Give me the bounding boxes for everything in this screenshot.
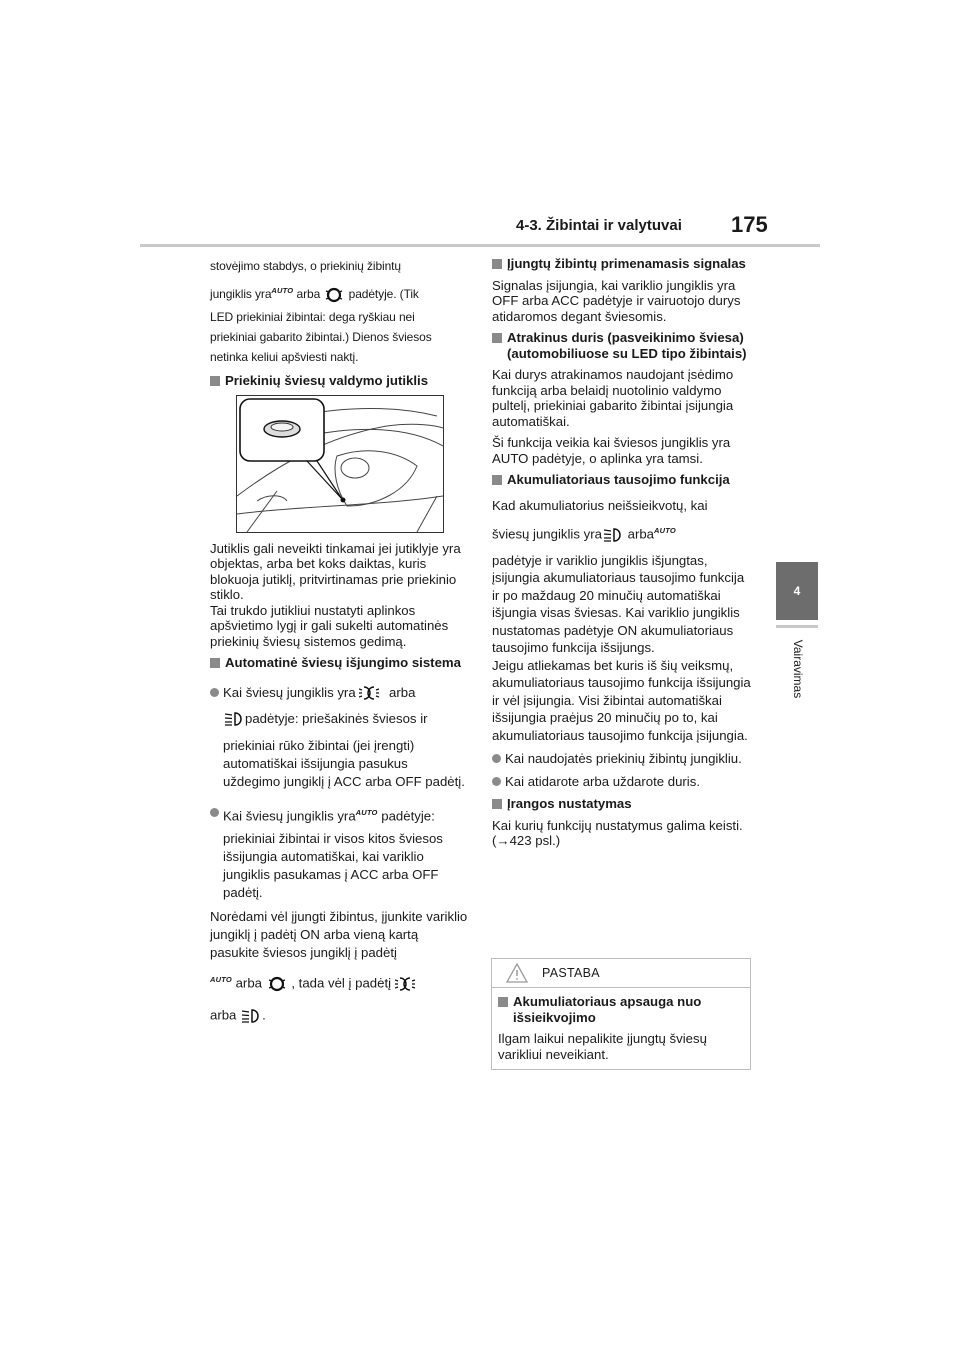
list-item: Kai naudojatės priekinių žibintų jungikliu.: [492, 750, 754, 767]
right-column: [492, 256, 754, 855]
section-heading: Įrangos nustatymas: [492, 796, 754, 812]
caution-box: [491, 958, 751, 1070]
warning-triangle-icon: [506, 963, 528, 983]
round-bullet-icon: [492, 777, 501, 786]
caution-body: [492, 988, 750, 1072]
paragraph: $^{AUTO}$ arba , tada vėl į padėtį: [210, 972, 468, 993]
headlights-icon: [602, 526, 624, 544]
paragraph: Kai kurių funkcijų nustatymus galima keisti. (→423 psl.): [492, 817, 743, 849]
paragraph: Ši funkcija veikia kai šviesos jungiklis yra AUTO padėtyje, o aplinka yra tamsi.: [492, 435, 731, 466]
round-bullet-icon: [210, 808, 219, 817]
tab-divider: [776, 625, 818, 628]
paragraph: Kad akumuliatorius neišsieikvotų, kai: [492, 497, 708, 513]
square-bullet-icon: [210, 658, 220, 668]
section-heading: Priekinių šviesų valdymo jutiklis: [210, 373, 468, 389]
chapter-tab: [776, 562, 818, 620]
sensor-illustration: [236, 395, 444, 533]
square-bullet-icon: [492, 799, 502, 809]
auto-icon: AUTO: [355, 807, 378, 817]
paragraph: šviesų jungiklis yra arba$^{AUTO}$: [492, 523, 754, 544]
list-item-continuation: padėtyje: priešakinės šviesos ir: [210, 709, 468, 729]
paragraph: Jutiklis gali neveikti tinkamai jei jutiklyje yra objektas, arba bet koks daiktas, kuris blokuoja jutiklį, pritvirtinamas prie priekinio stiklo.: [210, 540, 461, 602]
paragraph: Signalas įsijungia, kai variklio jungiklis yra OFF arba ACC padėtyje ir vairuotojo durys atidaromos degant šviesomis.: [492, 277, 741, 324]
auto-icon: AUTO: [271, 286, 294, 295]
list-item-continuation: priekiniai žibintai ir visos kitos šviesos išsijungia automatiškai, kai variklio jungiklis pasukamas į ACC arba OFF padėtį.: [223, 830, 443, 900]
paragraph: Norėdami vėl įjungti žibintus, įjunkite variklio jungiklį į padėtį ON arba vieną kartą pasukite šviesos jungiklį į padėtį: [210, 908, 468, 960]
list-item: Kai šviesų jungiklis yra arba: [210, 683, 468, 703]
parking-lights-icon: [266, 975, 288, 993]
square-bullet-icon: [492, 333, 502, 343]
intro-line: netinka keliui apšviesti naktį.: [210, 350, 359, 364]
section-heading: Atrakinus duris (pasveikinimo šviesa) (automobiliuose su LED tipo žibintais): [492, 330, 754, 361]
caution-text: Ilgam laikui nepalikite įjungtų šviesų varikliui neveikiant.: [498, 1031, 707, 1062]
intro-line: jungiklis yra$^{AUTO}$ arba padėtyje. (Tik: [210, 281, 468, 304]
parking-lights-icon: [359, 684, 385, 702]
list-item: Kai atidarote arba uždarote duris.: [492, 773, 754, 790]
parking-lights-icon: [323, 286, 345, 304]
section-heading: Akumuliatoriaus tausojimo funkcija: [492, 472, 754, 488]
headlights-icon: [223, 710, 245, 728]
caution-label: PASTABA: [542, 966, 600, 980]
chapter-number: 4: [793, 584, 801, 598]
paragraph: arba .: [210, 1007, 468, 1025]
round-bullet-icon: [210, 688, 219, 697]
chapter-label: Vairavimas: [791, 639, 805, 699]
parking-lights-icon: [395, 975, 421, 993]
header-divider: [140, 244, 820, 247]
auto-icon: AUTO: [654, 526, 676, 535]
paragraph: padėtyje ir variklio jungiklis išjungtas, įsijungia akumuliatoriaus tausojimo funkcija ir po maždaug 20 minučių automatiškai išjungia visas šviesas. Kai variklio jungiklis nustatomas padėtyje ON akumuliatoriaus tausojimo funkcija išsijungs.: [492, 552, 745, 656]
left-column: [210, 256, 468, 1031]
paragraph: Tai trukdo jutikliui nustatyti aplinkos apšvietimo lygį ir gali sukelti automatinės priekinių šviesų sistemos gedimą.: [210, 602, 449, 649]
list-item-continuation: priekiniai rūko žibintai (jei įrengti) automatiškai išsijungia pasukus uždegimo jungiklį į ACC arba OFF padėtį.: [223, 737, 465, 789]
square-bullet-icon: [492, 259, 502, 269]
auto-icon: AUTO: [210, 974, 232, 984]
page-number: 175: [731, 212, 768, 237]
paragraph: Jeigu atliekamas bet kuris iš šių veiksmų, akumuliatoriaus tausojimo funkcija išsijungia ir vėl įsijungia. Visi žibintai automatiškai išsijungia praėjus 20 minučių po to, kai akumuliatoriaus tausojimo funkcija įsijungia.: [492, 657, 751, 743]
intro-line: LED priekiniai žibintai: dega ryškiau nei: [210, 310, 415, 324]
list-item: Kai šviesų jungiklis yra$^{AUTO}$ padėtyje:: [210, 803, 468, 826]
intro-line: priekiniai gabarito žibintai.) Dienos šviesos: [210, 330, 432, 344]
round-bullet-icon: [492, 754, 501, 763]
headlights-icon: [240, 1007, 262, 1025]
caution-header: [492, 959, 750, 988]
square-bullet-icon: [210, 376, 220, 386]
paragraph: Kai durys atrakinamos naudojant įsėdimo funkciją arba belaidį nuotolinio valdymo pultelį, priekiniai gabarito žibintai įsijungia automatiškai.: [492, 367, 734, 429]
intro-line: stovėjimo stabdys, o priekinių žibintų: [210, 259, 401, 273]
caution-heading: Akumuliatoriaus apsauga nuo išsieikvojimo: [498, 994, 744, 1025]
section-title: 4-3. Žibintai ir valytuvai: [516, 217, 682, 234]
square-bullet-icon: [492, 475, 502, 485]
dashboard-sensor-drawing: [237, 396, 443, 532]
section-heading: Įjungtų žibintų primenamasis signalas: [492, 256, 754, 272]
square-bullet-icon: [498, 997, 508, 1007]
section-heading: Automatinė šviesų išjungimo sistema: [210, 655, 468, 671]
